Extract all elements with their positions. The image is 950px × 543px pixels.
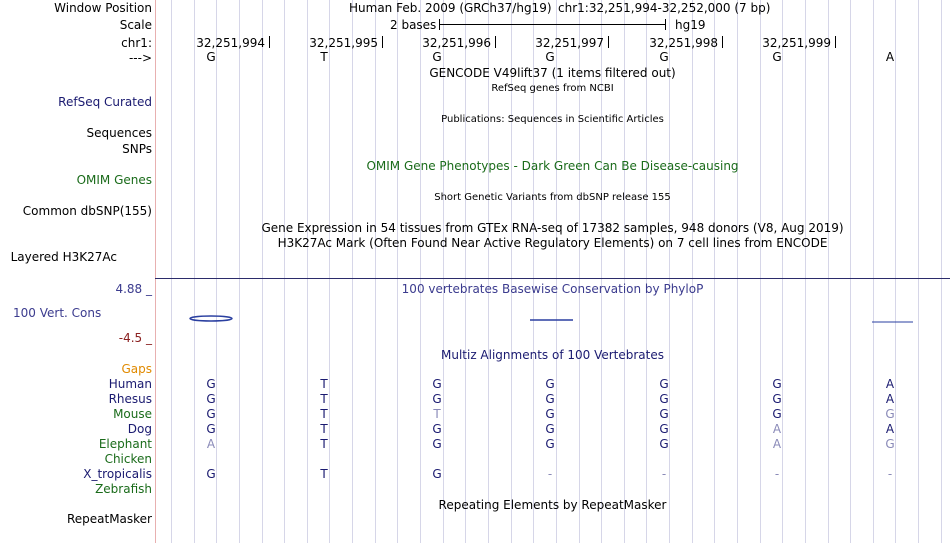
aligned-base: G xyxy=(206,467,216,481)
scale-text: 2 bases xyxy=(390,18,437,32)
h3k27ac-title[interactable]: H3K27Ac Mark (Often Found Near Active Regulatory Elements) on 7 cell lines from ENCODE xyxy=(277,236,828,250)
omim-label[interactable]: OMIM Genes xyxy=(76,173,152,187)
aligned-base: A xyxy=(772,437,782,451)
species-label-zebrafish[interactable]: Zebrafish xyxy=(95,482,152,496)
aligned-base: G xyxy=(545,377,555,391)
ruler-tick xyxy=(835,36,836,48)
aligned-base: G xyxy=(432,377,442,391)
aligned-base: A xyxy=(885,377,895,391)
reference-base: G xyxy=(545,50,555,64)
omim-title[interactable]: OMIM Gene Phenotypes - Dark Green Can Be Disease-causing xyxy=(366,159,739,173)
aligned-base: G xyxy=(206,377,216,391)
multiz-title[interactable]: Multiz Alignments of 100 Vertebrates xyxy=(440,348,665,362)
ruler-tick-label: 32,251,997 xyxy=(535,36,604,50)
aligned-base: T xyxy=(320,437,328,451)
refseq-title[interactable]: RefSeq genes from NCBI xyxy=(491,83,614,94)
ruler-tick-label: 32,251,994 xyxy=(196,36,265,50)
aligned-base: G xyxy=(545,422,555,436)
species-label-chicken[interactable]: Chicken xyxy=(104,452,152,466)
scale-db: hg19 xyxy=(675,18,706,32)
aligned-base: G xyxy=(432,392,442,406)
scale-label: Scale xyxy=(119,18,152,32)
aligned-base: - xyxy=(774,467,780,481)
reference-base: G xyxy=(432,50,442,64)
dbsnp-title[interactable]: Short Genetic Variants from dbSNP release 155 xyxy=(434,192,671,203)
repeatmasker-title[interactable]: Repeating Elements by RepeatMasker xyxy=(438,498,667,512)
reference-base: G xyxy=(772,50,782,64)
aligned-base: G xyxy=(659,392,669,406)
reference-base: G xyxy=(659,50,669,64)
dbsnp-label[interactable]: Common dbSNP(155) xyxy=(22,204,152,218)
sequences-label[interactable]: Sequences xyxy=(86,126,152,140)
aligned-base: A xyxy=(885,422,895,436)
aligned-base: G xyxy=(206,407,216,421)
phylop-label[interactable]: 100 Vert. Cons xyxy=(13,306,102,320)
aligned-base: - xyxy=(887,467,893,481)
ruler-tick-label: 32,251,998 xyxy=(649,36,718,50)
aligned-base: T xyxy=(320,407,328,421)
gencode-title[interactable]: GENCODE V49lift37 (1 items filtered out) xyxy=(429,66,676,80)
phylop-min: -4.5 _ xyxy=(118,331,152,345)
aligned-base: G xyxy=(772,377,782,391)
aligned-base: G xyxy=(545,437,555,451)
aligned-base: G xyxy=(432,422,442,436)
aligned-base: G xyxy=(885,437,895,451)
snps-label[interactable]: SNPs xyxy=(122,142,152,156)
reference-base: T xyxy=(320,50,328,64)
phylop-plot xyxy=(155,310,950,330)
species-label-x_tropicalis[interactable]: X_tropicalis xyxy=(83,467,152,481)
phylop-max: 4.88 _ xyxy=(115,282,152,296)
aligned-base: A xyxy=(206,437,216,451)
aligned-base: G xyxy=(772,392,782,406)
ruler-tick-label: 32,251,996 xyxy=(422,36,491,50)
position-text: chr1:32,251,994-32,252,000 (7 bp) xyxy=(558,1,771,15)
aligned-base: T xyxy=(320,467,328,481)
gaps-label[interactable]: Gaps xyxy=(121,362,152,376)
aligned-base: T xyxy=(320,422,328,436)
window-position-label: Window Position xyxy=(54,1,152,15)
phylop-mark-1 xyxy=(190,316,232,321)
phylop-title[interactable]: 100 vertebrates Basewise Conservation by PhyloP xyxy=(401,282,704,296)
species-label-dog[interactable]: Dog xyxy=(127,422,152,436)
aligned-base: G xyxy=(885,407,895,421)
aligned-base: T xyxy=(320,377,328,391)
aligned-base: G xyxy=(659,422,669,436)
track-separator xyxy=(155,278,950,279)
aligned-base: G xyxy=(659,407,669,421)
reference-base: G xyxy=(206,50,216,64)
species-label-elephant[interactable]: Elephant xyxy=(98,437,152,451)
aligned-base: A xyxy=(772,422,782,436)
aligned-base: - xyxy=(661,467,667,481)
aligned-base: G xyxy=(206,422,216,436)
aligned-base: - xyxy=(547,467,553,481)
aligned-base: G xyxy=(206,392,216,406)
aligned-base: G xyxy=(545,392,555,406)
ruler-tick-label: 32,251,999 xyxy=(762,36,831,50)
strand-label: ---> xyxy=(128,51,152,65)
aligned-base: G xyxy=(772,407,782,421)
aligned-base: T xyxy=(320,392,328,406)
aligned-base: G xyxy=(659,437,669,451)
chr-label: chr1: xyxy=(121,36,152,50)
aligned-base: A xyxy=(885,392,895,406)
species-label-mouse[interactable]: Mouse xyxy=(113,407,152,421)
aligned-base: G xyxy=(659,377,669,391)
species-label-human[interactable]: Human xyxy=(108,377,152,391)
species-label-rhesus[interactable]: Rhesus xyxy=(108,392,152,406)
aligned-base: G xyxy=(432,437,442,451)
aligned-base: T xyxy=(433,407,441,421)
assembly-title: Human Feb. 2009 (GRCh37/hg19) xyxy=(349,1,552,15)
ruler-tick-label: 32,251,995 xyxy=(309,36,378,50)
h3k27ac-label[interactable]: Layered H3K27Ac xyxy=(10,250,117,264)
refseq-label[interactable]: RefSeq Curated xyxy=(58,95,152,109)
repeatmasker-label[interactable]: RepeatMasker xyxy=(66,512,152,526)
aligned-base: G xyxy=(432,467,442,481)
gtex-title[interactable]: Gene Expression in 54 tissues from GTEx RNA-seq of 17382 samples, 948 donors (V8, Aug 2019) xyxy=(261,221,844,235)
sequences-title[interactable]: Publications: Sequences in Scientific Articles xyxy=(441,114,664,125)
aligned-base: G xyxy=(545,407,555,421)
reference-base: A xyxy=(885,50,895,64)
